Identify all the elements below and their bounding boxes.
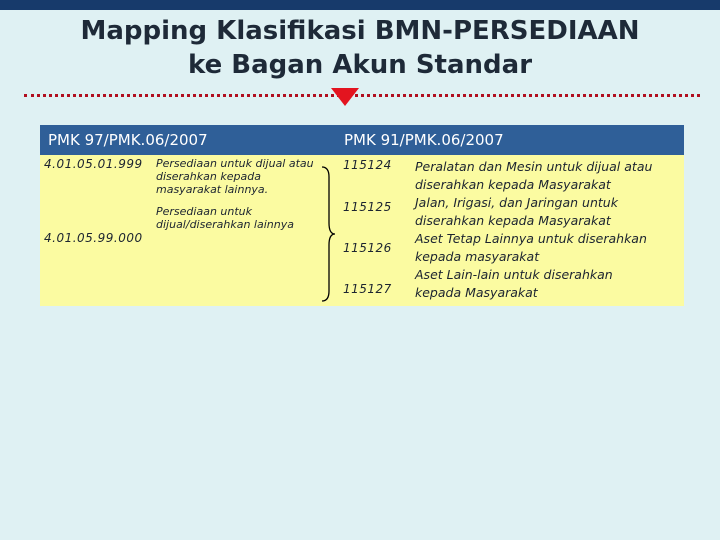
header-right: PMK 91/PMK.06/2007 — [344, 131, 504, 149]
triangle-marker-icon — [331, 88, 359, 106]
left-code-2: 4.01.05.99.000 — [44, 231, 143, 245]
title-line-1: Mapping Klasifikasi BMN-PERSEDIAAN — [80, 16, 640, 46]
left-desc-2: Persediaan untuk dijual/diserahkan lainnya — [156, 205, 294, 231]
right-code-3: 115126 — [343, 241, 392, 255]
mapping-table — [40, 125, 684, 306]
left-code-1: 4.01.05.01.999 — [44, 157, 143, 171]
dotted-divider — [24, 94, 700, 97]
right-descriptions: Peralatan dan Mesin untuk dijual atau diserahkan kepada Masyarakat Jalan, Irigasi, dan Jaringan untuk diserahkan kepada Masyarakat Aset Tetap Lainnya untuk diserahkan kepada masyarakat Aset Lain-lain untuk diserahkan kepada Masyarakat — [415, 159, 653, 300]
table-body — [40, 155, 684, 306]
left-desc-1: Persediaan untuk dijual atau diserahkan kepada masyarakat lainnya. — [156, 157, 314, 196]
right-code-1: 115124 — [343, 158, 392, 172]
top-bar — [0, 0, 720, 10]
table-header — [40, 125, 684, 155]
right-code-2: 115125 — [343, 200, 392, 214]
right-code-4: 115127 — [343, 282, 392, 296]
title-line-2: ke Bagan Akun Standar — [187, 50, 533, 80]
slide-title — [0, 14, 720, 82]
header-left: PMK 97/PMK.06/2007 — [48, 131, 208, 149]
brace-connector-icon — [320, 165, 336, 303]
